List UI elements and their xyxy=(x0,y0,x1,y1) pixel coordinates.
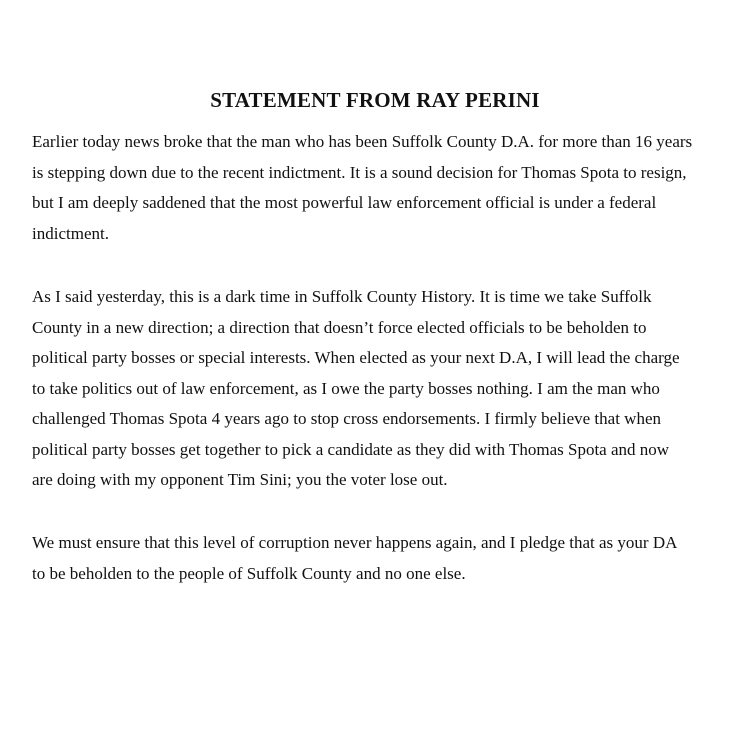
text-line: to be beholden to the people of Suffolk County and no one else. xyxy=(32,563,466,583)
paragraph-resignation xyxy=(32,127,732,249)
text-line: As I said yesterday, this is a dark time in Suffolk County History. It is time we take Suffolk xyxy=(32,287,652,306)
text-line: is stepping down due to the recent indictment. It is a sound decision for Thomas Spota to resign, xyxy=(32,162,687,182)
text-line: to take politics out of law enforcement, as I owe the party bosses nothing. I am the man who xyxy=(32,378,660,398)
paragraph-pledge xyxy=(32,528,732,589)
text-line: but I am deeply saddened that the most powerful law enforcement official is under a federal xyxy=(32,193,657,212)
text-line: political party bosses get together to pick a candidate as they did with Thomas Spota and now xyxy=(32,439,670,459)
text-line: We must ensure that this level of corruption never happens again, and I pledge that as your DA xyxy=(32,533,678,552)
statement-title: STATEMENT FROM RAY PERINI xyxy=(210,88,540,112)
text-line: challenged Thomas Spota 4 years ago to stop cross endorsements. I firmly believe that when xyxy=(32,409,661,428)
text-line: Earlier today news broke that the man who has been Suffolk County D.A. for more than 16 years xyxy=(32,132,693,151)
paragraph-new-direction xyxy=(32,282,732,496)
text-line: political party bosses or special interests. When elected as your next D.A, I will lead the charge xyxy=(32,348,680,367)
text-line: indictment. xyxy=(32,223,109,243)
text-line: County in a new direction; a direction that doesn’t force elected officials to be beholden to xyxy=(32,317,647,337)
text-line: are doing with my opponent Tim Sini; you the voter lose out. xyxy=(32,470,448,489)
